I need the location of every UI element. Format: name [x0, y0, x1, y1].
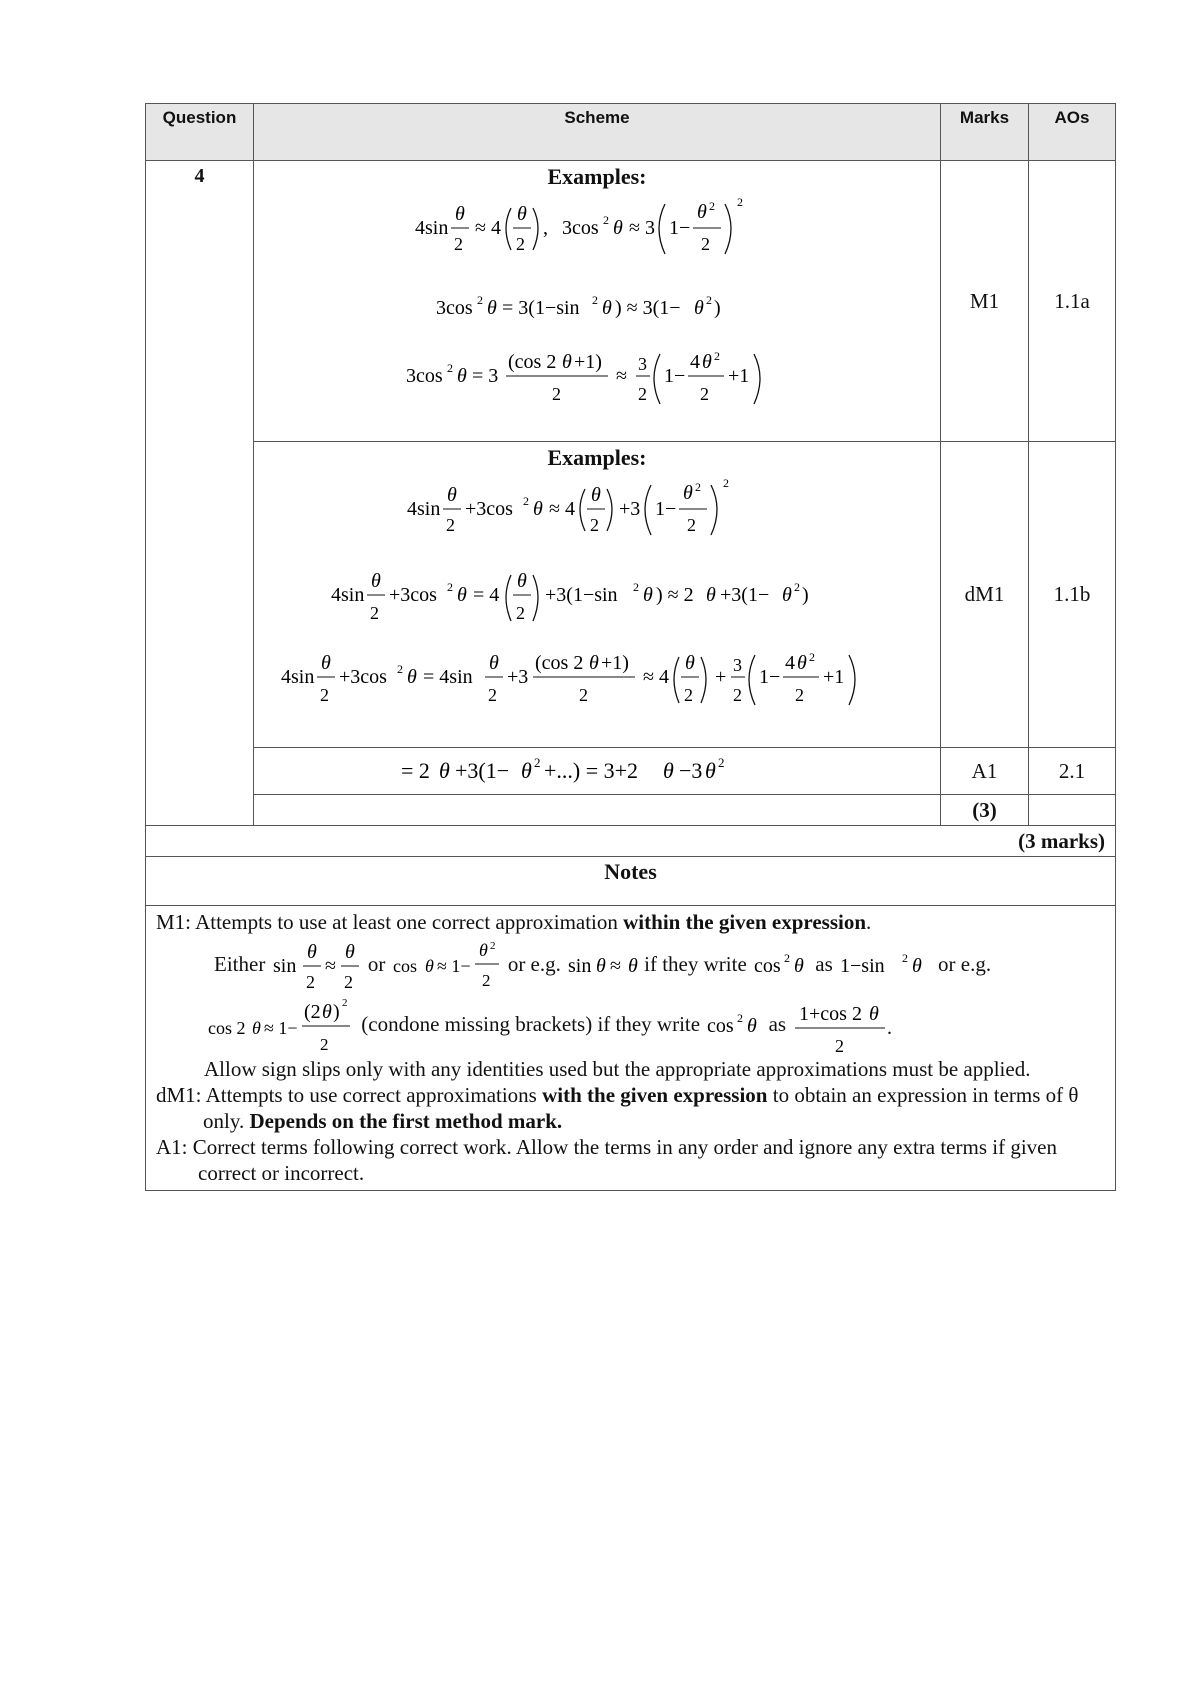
- svg-text:4: 4: [690, 351, 700, 373]
- note-or-eg-2: or e.g.: [938, 952, 992, 976]
- svg-text:+3cos: +3cos: [389, 584, 437, 606]
- math-cos-sq-identity: [791, 994, 901, 1058]
- math-cos-sq-2: [705, 998, 763, 1054]
- svg-text:θ: θ: [424, 956, 434, 977]
- svg-text:= 3: = 3: [472, 365, 499, 387]
- svg-text:2: 2: [835, 1036, 845, 1057]
- svg-text:): ): [333, 1001, 340, 1024]
- svg-text:+3: +3: [507, 666, 529, 688]
- svg-text:2: 2: [489, 940, 496, 953]
- svg-text:≈ 3: ≈ 3: [629, 217, 655, 239]
- svg-text:θ: θ: [697, 201, 707, 223]
- svg-text:cos: cos: [392, 956, 417, 977]
- svg-text:2: 2: [447, 361, 453, 375]
- scheme-cell-m1: [254, 161, 941, 442]
- note-a1: A1: Correct terms following correct work. Allow the terms in any order and ignore any extra terms if given correct or incorrect.: [156, 1135, 1057, 1185]
- equation-final-result: [397, 748, 797, 790]
- svg-text:1−sin: 1−sin: [840, 955, 885, 978]
- note-m1-end: .: [866, 910, 872, 934]
- svg-text:θ: θ: [702, 351, 712, 373]
- equation-combined-approx: [407, 471, 787, 547]
- svg-text:3cos: 3cos: [436, 297, 473, 319]
- note-as-2: as: [768, 1012, 787, 1036]
- note-or: or: [367, 952, 386, 976]
- svg-text:): ): [802, 584, 809, 606]
- note-if-they-write: if they write: [644, 952, 747, 976]
- note-dm1-text: dM1: Attempts to use correct approximations: [156, 1083, 543, 1107]
- svg-text:2: 2: [706, 293, 712, 307]
- svg-text:2: 2: [320, 685, 329, 705]
- svg-text:2: 2: [737, 195, 743, 209]
- marks-header: Marks: [941, 104, 1029, 161]
- svg-text:= 2: = 2: [401, 758, 430, 783]
- note-m1-text: M1: Attempts to use at least one correct approximation: [156, 910, 624, 934]
- svg-text:.: .: [887, 1017, 893, 1040]
- svg-text:2: 2: [902, 951, 909, 966]
- svg-text:4sin: 4sin: [407, 498, 441, 520]
- svg-text:θ: θ: [344, 941, 355, 964]
- svg-text:2: 2: [342, 997, 348, 1010]
- svg-text:3cos: 3cos: [562, 217, 599, 239]
- svg-text:+1: +1: [823, 666, 845, 688]
- svg-text:sin: sin: [272, 955, 296, 978]
- ao-dm1: 1.1b: [1029, 442, 1116, 748]
- svg-text:θ: θ: [562, 351, 572, 373]
- svg-text:θ: θ: [589, 652, 599, 674]
- svg-text:= 3(1−sin: = 3(1−sin: [502, 297, 580, 319]
- svg-text:2: 2: [718, 755, 725, 770]
- svg-text:2: 2: [737, 1011, 744, 1026]
- svg-text:θ: θ: [447, 484, 457, 506]
- equation-double-angle: [402, 348, 792, 410]
- svg-text:2: 2: [370, 603, 379, 623]
- svg-text:) ≈ 2: ) ≈ 2: [656, 584, 694, 606]
- svg-text:= 4: = 4: [473, 584, 500, 606]
- math-cos-sq: [752, 938, 810, 994]
- svg-text:2: 2: [700, 384, 709, 404]
- svg-text:θ: θ: [628, 955, 638, 978]
- svg-text:4sin: 4sin: [281, 666, 315, 688]
- svg-text:= 4sin: = 4sin: [423, 666, 473, 688]
- note-m1-line2: [156, 936, 1105, 992]
- math-sin-theta: [566, 938, 644, 994]
- svg-text:θ: θ: [705, 758, 716, 783]
- svg-text:): ): [714, 297, 721, 319]
- ao-a1: 2.1: [1029, 748, 1116, 795]
- svg-text:θ: θ: [797, 652, 807, 674]
- svg-text:θ: θ: [533, 498, 543, 520]
- scheme-row-m1: [146, 161, 1116, 442]
- svg-text:2: 2: [603, 213, 609, 227]
- svg-text:2: 2: [638, 384, 647, 404]
- mark-m1: M1: [941, 161, 1029, 442]
- svg-text:,: ,: [543, 217, 548, 239]
- svg-text:2: 2: [516, 234, 525, 254]
- svg-text:θ: θ: [457, 584, 467, 606]
- svg-text:+3(1−sin: +3(1−sin: [545, 584, 618, 606]
- svg-text:+3cos: +3cos: [465, 498, 513, 520]
- note-dm1-bold: with the given expression: [542, 1083, 768, 1107]
- svg-text:4sin: 4sin: [331, 584, 365, 606]
- svg-text:θ: θ: [371, 570, 381, 592]
- svg-text:2: 2: [488, 685, 497, 705]
- svg-text:θ: θ: [706, 584, 716, 606]
- svg-text:2: 2: [784, 951, 791, 966]
- svg-text:4sin: 4sin: [415, 217, 449, 239]
- svg-text:θ: θ: [487, 297, 497, 319]
- svg-text:θ: θ: [407, 666, 417, 688]
- empty-scheme-cell: [254, 795, 941, 826]
- svg-text:2: 2: [320, 1035, 329, 1055]
- mark-scheme-table: [145, 103, 1116, 1191]
- svg-text:+3(1−: +3(1−: [455, 758, 510, 783]
- svg-text:cos: cos: [707, 1015, 734, 1038]
- svg-text:θ: θ: [457, 365, 467, 387]
- total-row: [146, 826, 1116, 857]
- svg-text:θ: θ: [683, 482, 693, 504]
- svg-text:2: 2: [684, 685, 693, 705]
- notes-title: Notes: [146, 857, 1116, 906]
- svg-text:θ: θ: [694, 297, 704, 319]
- scheme-cell-dm1: [254, 442, 941, 748]
- svg-text:θ: θ: [596, 955, 606, 978]
- svg-text:2: 2: [687, 515, 696, 535]
- svg-text:θ: θ: [489, 652, 499, 674]
- svg-text:2: 2: [794, 580, 800, 594]
- svg-text:θ: θ: [321, 652, 331, 674]
- svg-text:4: 4: [785, 652, 795, 674]
- svg-text:2: 2: [709, 199, 715, 213]
- svg-text:2: 2: [305, 972, 315, 993]
- svg-text:(2: (2: [304, 1001, 321, 1024]
- svg-text:+1): +1): [574, 351, 602, 373]
- equation-combined-double-angle: [277, 647, 917, 713]
- svg-text:sin: sin: [568, 955, 592, 978]
- svg-text:θ: θ: [252, 1018, 261, 1039]
- svg-text:2: 2: [733, 685, 742, 705]
- svg-text:≈ 4: ≈ 4: [549, 498, 575, 520]
- svg-text:+...) = 3+2: +...) = 3+2: [544, 758, 639, 783]
- math-cos-double-approx: [206, 994, 356, 1058]
- note-condone: (condone missing brackets) if they write: [361, 1012, 701, 1036]
- svg-text:2: 2: [454, 234, 463, 254]
- question-header: Question: [146, 104, 254, 161]
- svg-text:2: 2: [446, 515, 455, 535]
- svg-text:+1: +1: [728, 365, 750, 387]
- svg-text:2: 2: [590, 515, 599, 535]
- svg-text:2: 2: [447, 580, 453, 594]
- svg-text:2: 2: [701, 234, 710, 254]
- svg-text:≈ 1−: ≈ 1−: [264, 1018, 298, 1039]
- equation-small-angle-approx: [407, 190, 787, 266]
- svg-text:2: 2: [481, 971, 491, 991]
- note-allow: Allow sign slips only with any identities used but the appropriate approximations must be applied.: [204, 1057, 1031, 1081]
- math-sin-half: [271, 938, 363, 994]
- math-one-minus-sin-sq: [838, 938, 938, 994]
- svg-text:+1): +1): [601, 652, 629, 674]
- svg-text:θ: θ: [613, 217, 623, 239]
- svg-text:θ: θ: [517, 203, 527, 225]
- note-m1-bold: within the given expression: [623, 910, 867, 934]
- svg-text:≈: ≈: [610, 955, 622, 978]
- svg-text:1−: 1−: [664, 365, 686, 387]
- svg-text:θ: θ: [794, 955, 804, 978]
- svg-text:cos: cos: [754, 955, 781, 978]
- note-or-eg: or e.g.: [507, 952, 561, 976]
- svg-text:θ: θ: [591, 484, 601, 506]
- equation-combined-identity: [327, 565, 867, 631]
- question-number: 4: [146, 161, 254, 826]
- svg-text:2: 2: [633, 580, 639, 594]
- svg-text:≈ 4: ≈ 4: [475, 217, 501, 239]
- svg-text:3: 3: [638, 354, 647, 374]
- svg-text:≈ 4: ≈ 4: [643, 666, 669, 688]
- svg-text:2: 2: [579, 685, 588, 705]
- note-m1-line3: [156, 992, 1105, 1056]
- svg-text:2: 2: [516, 603, 525, 623]
- svg-text:2: 2: [795, 685, 804, 705]
- note-m1: [156, 908, 1105, 936]
- svg-text:+3: +3: [619, 498, 641, 520]
- svg-text:3: 3: [733, 655, 742, 675]
- svg-text:2: 2: [534, 755, 541, 770]
- subtotal-marks: (3): [941, 795, 1029, 826]
- scheme-cell-a1: [254, 748, 941, 795]
- aos-header: AOs: [1029, 104, 1116, 161]
- svg-text:θ: θ: [663, 758, 674, 783]
- svg-text:θ: θ: [685, 652, 695, 674]
- svg-text:2: 2: [695, 480, 701, 494]
- svg-text:+3cos: +3cos: [339, 666, 387, 688]
- svg-text:2: 2: [477, 293, 483, 307]
- scheme-row-dm1: [146, 442, 1116, 748]
- mark-dm1: dM1: [941, 442, 1029, 748]
- svg-text:θ: θ: [643, 584, 653, 606]
- svg-text:1+cos 2: 1+cos 2: [799, 1003, 863, 1026]
- svg-text:2: 2: [809, 650, 815, 664]
- svg-text:θ: θ: [455, 203, 465, 225]
- svg-text:2: 2: [523, 494, 529, 508]
- svg-text:≈ 1−: ≈ 1−: [436, 956, 471, 977]
- notes-body-row: [146, 906, 1116, 1191]
- svg-text:θ: θ: [478, 940, 488, 961]
- svg-text:θ: θ: [521, 758, 532, 783]
- note-dm1-mid: to obtain an expression in terms of θ only.: [203, 1083, 1079, 1133]
- svg-text:−3: −3: [679, 758, 703, 783]
- svg-text:+3(1−: +3(1−: [720, 584, 770, 606]
- svg-text:θ: θ: [782, 584, 792, 606]
- mark-a1: A1: [941, 748, 1029, 795]
- svg-text:≈: ≈: [324, 955, 336, 978]
- svg-text:2: 2: [714, 349, 720, 363]
- svg-text:≈: ≈: [616, 365, 627, 387]
- svg-text:2: 2: [592, 293, 598, 307]
- svg-text:θ: θ: [747, 1015, 758, 1038]
- subtotal-row: [146, 795, 1116, 826]
- svg-text:1−: 1−: [655, 498, 677, 520]
- equation-identity-sin: [432, 286, 762, 326]
- svg-text:θ: θ: [602, 297, 612, 319]
- scheme-header: Scheme: [254, 104, 941, 161]
- note-dm1: [156, 1082, 1105, 1134]
- ao-m1: 1.1a: [1029, 161, 1116, 442]
- svg-text:2: 2: [723, 476, 729, 490]
- note-as: as: [815, 952, 833, 976]
- examples-label-2: Examples:: [547, 445, 647, 470]
- math-cos-approx: [391, 938, 503, 994]
- note-either: Either: [214, 952, 266, 976]
- svg-text:θ: θ: [869, 1003, 880, 1026]
- svg-text:2: 2: [552, 384, 561, 404]
- total-marks: (3 marks): [146, 826, 1116, 857]
- svg-text:1−: 1−: [669, 217, 691, 239]
- svg-text:1−: 1−: [759, 666, 781, 688]
- svg-text:+: +: [715, 666, 727, 688]
- svg-text:θ: θ: [306, 941, 317, 964]
- note-dm1-depends: Depends on the first method mark.: [249, 1109, 563, 1133]
- svg-text:) ≈ 3(1−: ) ≈ 3(1−: [615, 297, 681, 319]
- notes-body: [146, 906, 1116, 1191]
- header-row: [146, 104, 1116, 161]
- scheme-row-a1: [146, 748, 1116, 795]
- svg-text:2: 2: [343, 972, 353, 993]
- svg-text:(cos 2: (cos 2: [535, 652, 584, 674]
- notes-title-row: [146, 857, 1116, 906]
- svg-text:(cos 2: (cos 2: [508, 351, 557, 373]
- svg-text:2: 2: [397, 662, 403, 676]
- examples-label-1: Examples:: [547, 164, 647, 189]
- svg-text:θ: θ: [439, 758, 450, 783]
- svg-text:cos 2: cos 2: [208, 1018, 246, 1039]
- svg-text:3cos: 3cos: [406, 365, 443, 387]
- svg-text:θ: θ: [517, 570, 527, 592]
- svg-text:θ: θ: [322, 1001, 332, 1024]
- empty-ao-cell: [1029, 795, 1116, 826]
- svg-text:θ: θ: [912, 955, 922, 978]
